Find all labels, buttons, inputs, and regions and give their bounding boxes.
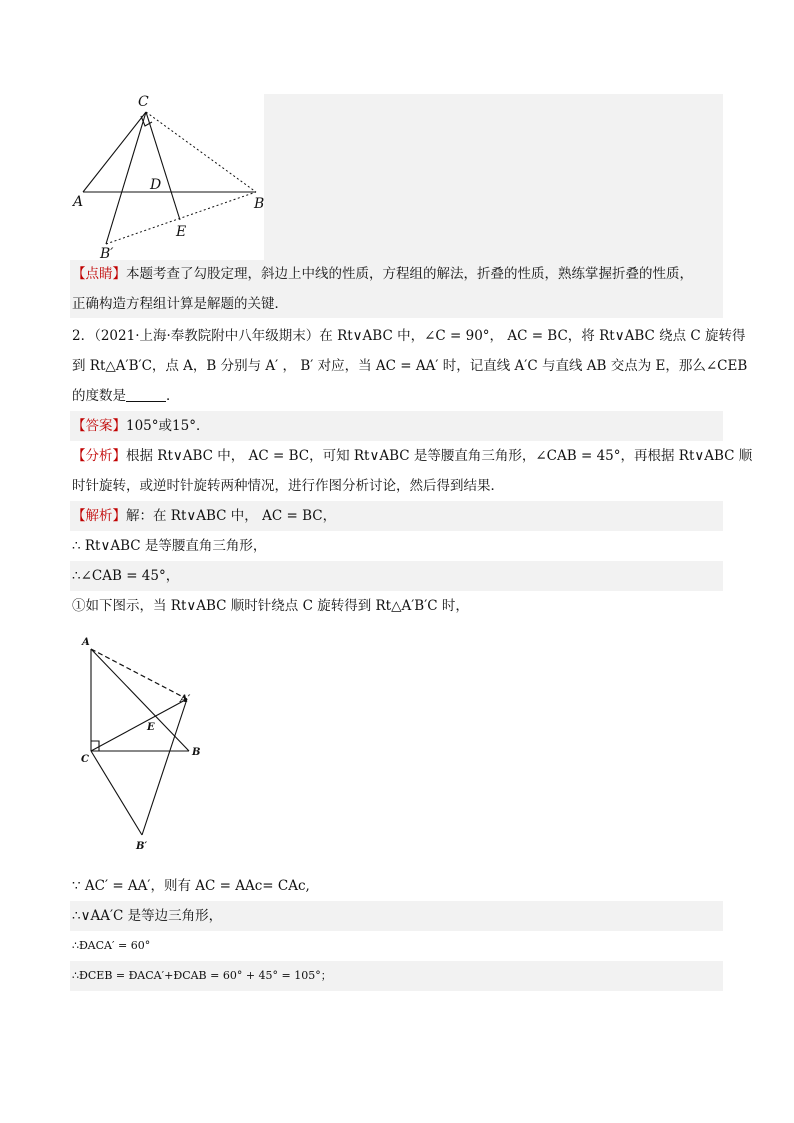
- fig2-right-angle-mark: [91, 741, 99, 751]
- answer-text: 105°或15°．: [126, 418, 210, 434]
- step-line-1: ∵ AC′ = AA′，则有 AC = AAc= CAc,: [72, 878, 310, 894]
- fig1-segment-ca: [83, 112, 146, 192]
- answer-blank: [126, 387, 166, 402]
- fig2-label-e: E: [147, 722, 155, 733]
- fig1-segment-ce: [146, 112, 180, 220]
- fig1-label-c: C: [138, 94, 149, 110]
- answer-paragraph: [70, 411, 723, 441]
- figure-1-band: [70, 94, 723, 260]
- figure-2-block: [70, 621, 723, 871]
- analysis-tag: 【分析】: [72, 448, 126, 464]
- answer-tag: 【答案】: [72, 418, 126, 434]
- fig2-label-a-prime: A′: [180, 694, 191, 705]
- step-line-3: ∴ÐACA′ = 60°: [72, 939, 151, 952]
- fig2-dashed-aa-prime: [91, 649, 187, 699]
- fig1-label-a: A: [73, 194, 84, 210]
- fig2-label-b: B: [192, 747, 201, 758]
- question-2-line-3-end: ．: [166, 388, 180, 404]
- fig2-label-c: C: [81, 754, 89, 765]
- note-tag: 【点睛】: [72, 266, 126, 282]
- note-paragraph: [70, 260, 723, 318]
- solution-line-3: ∴∠CAB = 45°，: [70, 561, 723, 591]
- fig1-dotted-cb: [146, 112, 256, 192]
- step-line-2: ∴∨AA′C 是等边三角形，: [70, 901, 723, 931]
- fig1-label-b: B: [254, 196, 264, 212]
- document-content: [70, 94, 753, 991]
- fig1-label-e: E: [176, 224, 187, 240]
- solution-tag: 【解析】: [72, 508, 126, 524]
- fig2-segment-cb-prime: [91, 751, 142, 835]
- analysis-paragraph: [70, 441, 753, 501]
- note-line-2: 正确构造方程组计算是解题的关键．: [72, 296, 288, 312]
- analysis-line-2: 时针旋转，或逆时针旋转两种情况，进行作图分析讨论，然后得到结果．: [72, 478, 504, 494]
- solution-line-1-row: [70, 501, 723, 531]
- fig1-label-b-prime: B′: [100, 246, 114, 260]
- fig2-label-b-prime: B′: [136, 841, 148, 852]
- fig1-segment-cb-prime: [106, 112, 146, 244]
- solution-line-1: 解：在 Rt∨ABC 中， AC = BC，: [126, 508, 337, 524]
- fig2-label-a: A: [82, 637, 90, 648]
- solution-line-2: ∴ Rt∨ABC 是等腰直角三角形，: [72, 538, 267, 554]
- solution-line-4: ①如下图示，当 Rt∨ABC 顺时针绕点 C 旋转得到 Rt△A′B′C 时，: [72, 598, 469, 614]
- analysis-line-1: 根据 Rt∨ABC 中， AC = BC，可知 Rt∨ABC 是等腰直角三角形，∠CAB = 45°，再根据 Rt∨ABC 顺: [126, 448, 753, 464]
- question-2-line-3: 的度数是: [72, 388, 126, 404]
- note-line-1: 本题考查了勾股定理，斜边上中线的性质，方程组的解法，折叠的性质，熟练掌握折叠的性质，: [126, 266, 693, 282]
- step-line-4: ∴ÐCEB = ÐACA′+ÐCAB = 60° + 45° = 105°；: [70, 961, 723, 991]
- question-2-line-1: 2．（2021·上海·奉教院附中八年级期末）在 Rt∨ABC 中，∠C = 90°， AC = BC，将 Rt∨ABC 绕点 C 旋转得: [72, 328, 746, 344]
- question-2: [70, 318, 748, 411]
- figure-2-rotation-diagram: [72, 629, 208, 861]
- question-2-line-2: 到 Rt△A′B′C，点 A，B 分别与 A′ ， B′ 对应，当 AC = AA′ 时，记直线 A′C 与直线 AB 交点为 E，那么∠CEB: [72, 358, 748, 374]
- figure-1-triangle-diagram: [70, 94, 264, 260]
- fig1-label-d: D: [150, 177, 162, 193]
